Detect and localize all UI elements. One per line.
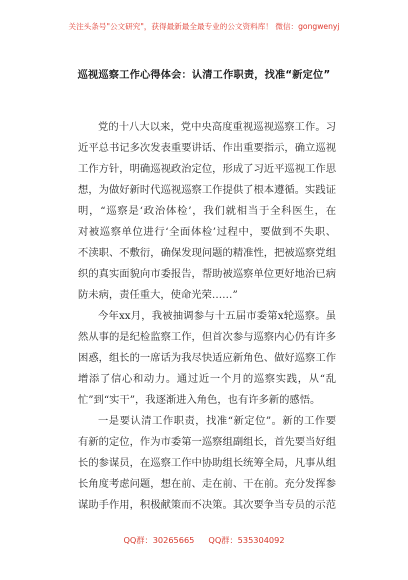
text-line: 困惑，组长的一席话为我尽快适应新角色、做好巡察工作 [78,352,336,364]
text-line: 工作方针，明确巡视政治定位，形成了习近平巡视工作思 [78,163,336,175]
text-line: 近平总书记多次发表重要讲话、作出重要指示，确立巡视 [78,142,336,154]
paragraph-1 [78,117,336,306]
document-title: 巡视巡察工作心得体会：认清工作职责，找准“新定位” [77,70,331,81]
text-line: 不渎职、不敷衍，确保发现问题的精准性，把被巡察党组 [78,247,336,259]
text-line: 明，“巡察是‘政治体检’，我们就相当于全科医生，在 [78,205,336,217]
text-line: 谋助手作用，积极献策而不决策。其次要争当专员的示范 [78,499,336,511]
text-line: 然从事的是纪检监察工作，但首次参与巡察内心仍有许多 [78,331,336,343]
qq-group-1: QQ群：30265665 [123,535,195,545]
paragraph-3 [78,411,336,516]
text-line: 忙”到“实干”，我逐渐进入角色，也有许多新的感悟。 [78,394,321,406]
header-banner: 关注头条号"公文研究"，获得最新最全最专业的公文资料库！ 微信：gongwenyj [68,22,340,31]
document-body [78,117,336,516]
text-line: 对被巡察单位进行‘全面体检’过程中，要做到不失职、 [78,226,336,238]
text-line: 长角度考虑问题，想在前、走在前、干在前。充分发挥参 [78,478,336,490]
text-line: 党的十八大以来，党中央高度重视巡视巡察工作。习 [98,121,336,133]
text-line: 长的参谋员，在巡察工作中协助组长统筹全局，凡事从组 [78,457,336,469]
text-line: 防未病，责任重大，使命光荣……” [78,289,238,301]
text-line: 想，为做好新时代巡视巡察工作提供了根本遵循。实践证 [78,184,336,196]
text-line: 有新的定位，作为市委第一巡察组副组长，首先要当好组 [78,436,336,448]
text-line: 今年xx月，我被抽调参与十五届市委第x轮巡察。虽 [98,310,336,322]
text-line: 增添了信心和动力。通过近一个月的巡察实践，从“乱 [78,373,336,385]
footer-qq-groups [0,535,408,546]
qq-group-2: QQ群：535304092 [208,535,285,545]
text-line: 织的真实面貌向市委报告，帮助被巡察单位更好地治已病 [78,268,336,280]
text-line: 一是要认清工作职责，找准“新定位”。新的工作要 [98,415,336,427]
paragraph-2 [78,306,336,411]
